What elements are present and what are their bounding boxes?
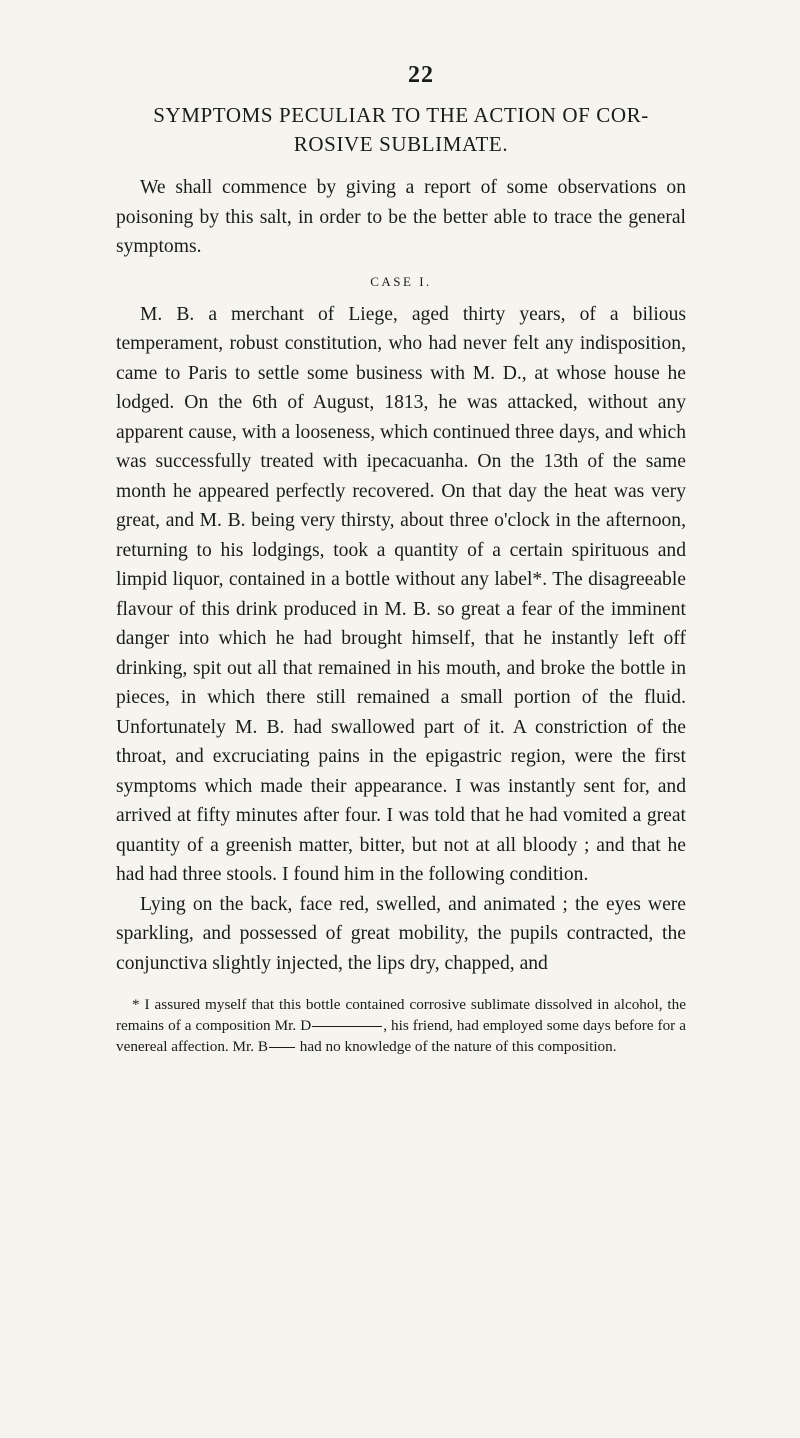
footnote-part-3: had no knowledge of the nature of this composition. bbox=[299, 1038, 617, 1055]
footnote bbox=[116, 994, 686, 1057]
book-page bbox=[116, 62, 686, 1057]
case-paragraph-1: M. B. a merchant of Liege, aged thirty years, of a bilious temperament, robust constitution, who had never felt any indisposition, came to Paris to settle some business with M. D., at whose house he lodged. On the 6th of August, 1813, he was attacked, without any apparent cause, with a looseness, which continued three days, and which was successfully treated with ipecacuanha. On the 13th of the same month he appeared perfectly recovered. On that day the heat was very great, and M. B. being very thirsty, about three o'clock in the afternoon, returning to his lodgings, took a quantity of a certain spirituous and limpid liquor, contained in a bottle without any label*. The disagreeable flavour of this drink produced in M. B. so great a fear of the imminent danger into which he had brought himself, that he instantly left off drinking, spit out all that remained in his mouth, and broke the bottle in pieces, in which there still remained a small portion of the fluid. Unfortunately M. B. had swallowed part of it. A constriction of the throat, and excruciating pains in the epigastric region, were the first symptoms which made their appearance. I was instantly sent for, and arrived at fifty minutes after four. I was told that he had vomited a great quantity of a greenish matter, bitter, but not at all bloody ; and that he had had three stools. I found him in the following condition. bbox=[116, 303, 686, 885]
case-paragraph-2: Lying on the back, face red, swelled, and animated ; the eyes were sparkling, and possessed of great mobility, the pupils contracted, the conjunctiva slightly injected, the lips dry, chapped, and bbox=[116, 893, 686, 974]
footnote-dash-2 bbox=[269, 1047, 295, 1048]
intro-paragraph: We shall commence by giving a report of some observations on poisoning by this salt, in order to be the better able to trace the general symptoms. bbox=[116, 177, 686, 257]
section-heading: SYMPTOMS PECULIAR TO THE ACTION OF COR-ROSIVE SUBLIMATE. bbox=[153, 103, 649, 156]
footnote-part-1: * I assured myself that this bottle contained corrosive sublimate dissolved in alcohol, the remains of a composition Mr. D bbox=[116, 996, 686, 1034]
page-number: 22 bbox=[408, 62, 434, 88]
footnote-part-2: , his friend, had employed some days before for a venereal affection. Mr. B bbox=[116, 1017, 686, 1055]
footnote-dash-1 bbox=[312, 1026, 382, 1027]
case-label: CASE I. bbox=[370, 273, 432, 289]
